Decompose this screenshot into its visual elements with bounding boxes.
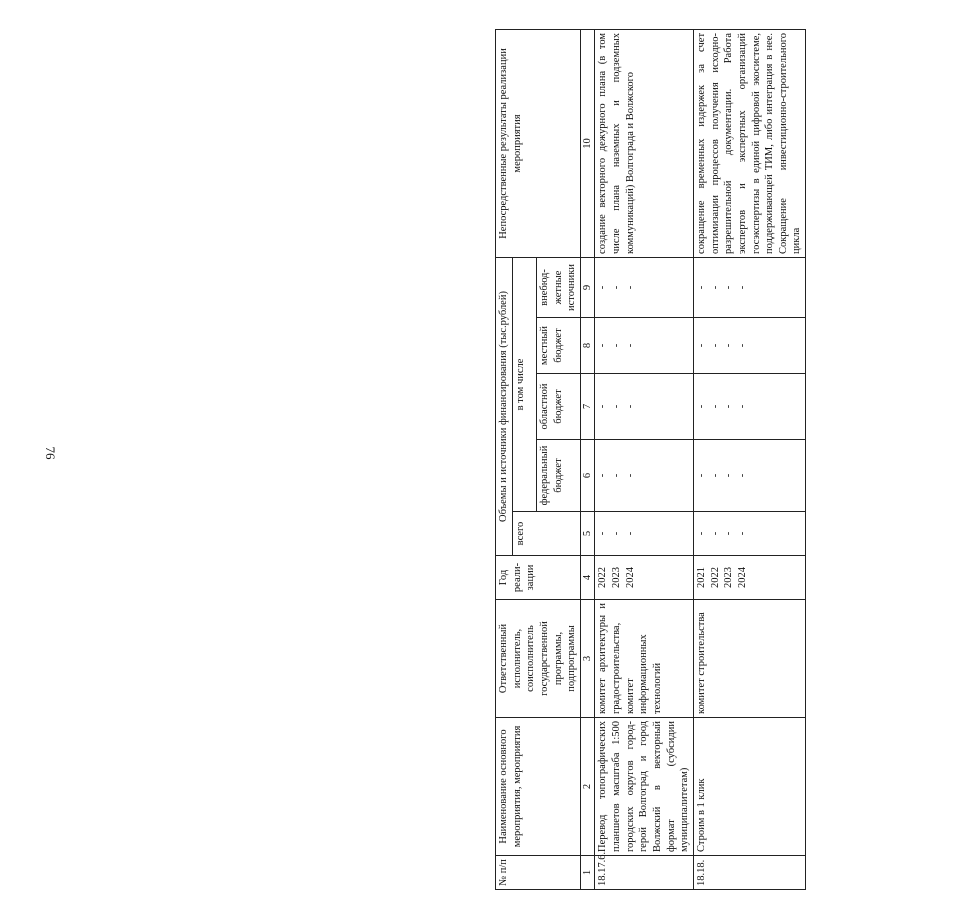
header-extra: внебюд- жетные источники xyxy=(536,257,580,317)
regional-value: - xyxy=(695,404,707,409)
column-number: 2 xyxy=(580,718,595,856)
extra-value: - xyxy=(597,285,609,290)
year: 2024 xyxy=(624,567,636,588)
header-year: Год реали- зации xyxy=(496,556,581,600)
total-value: - xyxy=(723,531,735,536)
column-number: 1 xyxy=(580,856,595,890)
local-cell xyxy=(693,318,805,374)
regional-value: - xyxy=(736,404,748,409)
column-number: 3 xyxy=(580,600,595,718)
total-value: - xyxy=(597,531,609,536)
local-value: - xyxy=(723,343,735,348)
activity-name: Перевод топографических планшетов масштаба 1:500 городских округов город-герой Волгоград и город Волжский в векторный формат (субсидии муниципалитетам) xyxy=(595,718,693,856)
table-row xyxy=(595,29,693,889)
header-total: всего xyxy=(512,512,580,556)
total-cell xyxy=(595,512,693,556)
result-cell: сокращение временных издержек за счет оптимизации процессов получения исходно-разрешительной документации. Работа экспертов и экспертных организаций госэкспертизы в единой цифровой экосистеме, поддерживающей ТИМ, либо интеграция в нее. Сокращение инвестиционно-строительного цикла xyxy=(693,29,805,257)
regional-value: - xyxy=(723,404,735,409)
header-name: Наименование основного мероприятия, мероприятия xyxy=(496,718,581,856)
extra-value: - xyxy=(695,285,707,290)
responsible-executor: комитет строительства xyxy=(693,600,805,718)
year: 2024 xyxy=(736,567,748,588)
regional-cell xyxy=(595,374,693,440)
responsible-executor: комитет архитектуры и градостроительства, комитет информационных технологий xyxy=(595,600,693,718)
total-value: - xyxy=(695,531,707,536)
local-value: - xyxy=(736,343,748,348)
regional-value: - xyxy=(709,404,721,409)
header-federal: федеральный бюджет xyxy=(536,440,580,512)
extra-value: - xyxy=(723,285,735,290)
header-funding: Объемы и источники финансирования (тыс.рублей) xyxy=(496,257,513,555)
header-executor: Ответственный исполнитель, соисполнитель государственной программы, подпрограммы xyxy=(496,600,581,718)
federal-value: - xyxy=(597,473,609,478)
column-number: 5 xyxy=(580,512,595,556)
years-cell xyxy=(595,556,693,600)
page-number: 76 xyxy=(43,446,58,460)
extra-value: - xyxy=(624,285,636,290)
federal-cell xyxy=(693,440,805,512)
year: 2021 xyxy=(695,567,707,588)
table-row xyxy=(693,29,805,889)
row-number: 18.17.6. xyxy=(595,856,693,890)
header-result: Непосредственные результаты реализации мероприятия xyxy=(496,29,581,257)
total-value: - xyxy=(611,531,623,536)
local-value: - xyxy=(611,343,623,348)
federal-value: - xyxy=(624,473,636,478)
total-value: - xyxy=(624,531,636,536)
result-cell: создание векторного дежурного плана (в том числе плана наземных и подземных коммуникаций) Волгограда и Волжского xyxy=(595,29,693,257)
federal-value: - xyxy=(723,473,735,478)
regional-cell xyxy=(693,374,805,440)
year: 2023 xyxy=(723,567,735,588)
column-number: 8 xyxy=(580,318,595,374)
regional-value: - xyxy=(624,404,636,409)
row-number: 18.18. xyxy=(693,856,805,890)
local-value: - xyxy=(695,343,707,348)
federal-value: - xyxy=(695,473,707,478)
extra-value: - xyxy=(736,285,748,290)
local-value: - xyxy=(597,343,609,348)
year: 2022 xyxy=(597,567,609,588)
total-value: - xyxy=(736,531,748,536)
header-no: № п/п xyxy=(496,856,581,890)
total-cell xyxy=(693,512,805,556)
column-number: 7 xyxy=(580,374,595,440)
program-table xyxy=(495,29,806,890)
extra-cell xyxy=(595,257,693,317)
regional-value: - xyxy=(597,404,609,409)
column-number: 4 xyxy=(580,556,595,600)
regional-value: - xyxy=(611,404,623,409)
federal-value: - xyxy=(611,473,623,478)
local-cell xyxy=(595,318,693,374)
rotated-page xyxy=(495,30,955,890)
year: 2023 xyxy=(611,567,623,588)
local-value: - xyxy=(624,343,636,348)
year: 2022 xyxy=(709,567,721,588)
extra-cell xyxy=(693,257,805,317)
header-regional: областной бюджет xyxy=(536,374,580,440)
years-cell xyxy=(693,556,805,600)
header-local: местный бюджет xyxy=(536,318,580,374)
extra-value: - xyxy=(709,285,721,290)
header-including: в том числе xyxy=(512,257,536,511)
federal-value: - xyxy=(736,473,748,478)
column-number: 9 xyxy=(580,257,595,317)
federal-value: - xyxy=(709,473,721,478)
total-value: - xyxy=(709,531,721,536)
column-number: 6 xyxy=(580,440,595,512)
activity-name: Строим в 1 клик xyxy=(693,718,805,856)
column-number: 10 xyxy=(580,29,595,257)
local-value: - xyxy=(709,343,721,348)
extra-value: - xyxy=(611,285,623,290)
column-numbers-row xyxy=(580,29,595,889)
federal-cell xyxy=(595,440,693,512)
